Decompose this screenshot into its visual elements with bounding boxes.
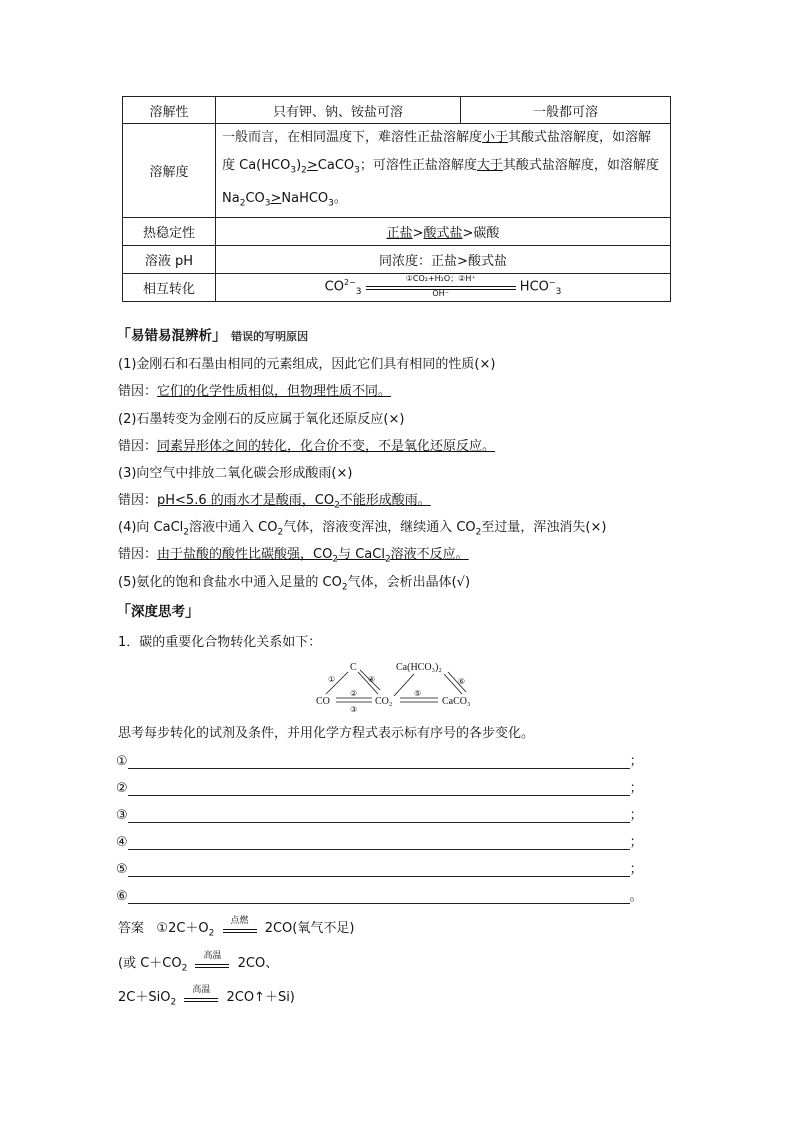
subscript: 2: [181, 963, 188, 974]
cell-text: 一般而言，在相同温度下，难溶性正盐溶解度: [222, 130, 483, 145]
subscript: 2: [208, 928, 215, 939]
answer-blank: [116, 804, 643, 823]
reaction-arrow: [195, 950, 229, 971]
question-text: (5)氨化的饱和食盐水中通入足量的 CO: [118, 575, 342, 590]
arrow-bottom-label: OH⁻: [432, 289, 449, 299]
subscript: 2: [334, 500, 340, 511]
equation-text: ①2C＋O: [156, 921, 209, 936]
underlined-answer: 它们的化学性质相似，但物理性质不同。: [157, 384, 392, 399]
row-label: 热稳定性: [123, 218, 216, 246]
reaction-condition: 高温: [203, 950, 222, 961]
reason-text: 溶液不反应。: [390, 547, 469, 562]
node-co: CO: [316, 696, 330, 707]
blank-line[interactable]: [128, 781, 630, 796]
answer-blank: [116, 831, 643, 850]
table-cell: [216, 274, 671, 302]
mistake-question: [118, 571, 470, 593]
subscript: 3: [555, 287, 562, 298]
subscript: 3: [264, 198, 271, 209]
blank-line[interactable]: [128, 835, 630, 850]
carbon-conversion-diagram: [314, 656, 484, 714]
question-text: 溶液中通入 CO: [189, 520, 278, 535]
subscript: 3: [355, 287, 362, 298]
question-text: 气体，溶液变浑浊，继续通入 CO: [283, 520, 476, 535]
reason-lead: 错因：: [118, 384, 158, 399]
reason-text: pH<5.6 的雨水才是酸雨，CO: [157, 493, 335, 508]
blank-end: ；: [629, 808, 643, 823]
row-label: 相互转化: [123, 274, 216, 302]
question-text: 气体，会析出晶体(√): [347, 575, 471, 590]
table-cell: 一般都可溶: [461, 97, 671, 124]
table-cell: 同浓度：正盐>酸式盐: [216, 246, 671, 274]
blank-line[interactable]: [128, 808, 630, 823]
label-5: ⑤: [414, 689, 422, 698]
blank-number: ①: [116, 754, 128, 769]
reaction-condition: 高温: [192, 984, 211, 995]
cell-text: 其酸式盐溶解度，如溶解度 Ca(HCO: [222, 130, 652, 173]
equation-text: (或 C＋CO: [118, 956, 182, 971]
ion-formula: CO: [324, 279, 344, 295]
underlined-answer: >: [306, 158, 318, 173]
row-label: 溶液 pH: [123, 246, 216, 274]
equilibrium-arrow: [366, 274, 516, 299]
cell-text: 。: [333, 190, 347, 206]
table-row: [123, 274, 671, 302]
table-cell: 只有钾、钠、铵盐可溶: [216, 97, 461, 124]
reaction-condition: 点燃: [230, 915, 249, 926]
blank-number: ⑥: [116, 889, 128, 904]
reason-lead: 错因：: [118, 493, 158, 508]
underlined-answer: >: [270, 190, 282, 206]
blank-number: ④: [116, 835, 128, 850]
node-co2: CO₂: [375, 696, 393, 707]
answer-label: 答案: [118, 921, 145, 936]
prompt-text: 思考每步转化的试剂及条件，并用化学方程式表示标有序号的各步变化。: [118, 726, 535, 741]
subscript: 2: [183, 527, 190, 538]
subscript: 2: [277, 527, 284, 538]
underlined-answer: 酸式盐: [423, 226, 463, 242]
subscript: 2: [384, 554, 391, 565]
blank-end: ；: [629, 754, 643, 769]
blank-end: ；: [629, 862, 643, 877]
cell-text: >碳酸: [462, 226, 500, 242]
equation-text: 2CO、: [237, 956, 279, 971]
subscript: 2: [239, 198, 246, 209]
cell-text: >: [412, 226, 424, 242]
underlined-answer: [157, 547, 469, 565]
row-label: 溶解性: [123, 97, 216, 124]
subscript: 2: [301, 165, 307, 176]
blank-number: ⑤: [116, 862, 128, 877]
row-label: 溶解度: [123, 124, 216, 218]
reason-text: 不能形成酸雨。: [339, 493, 431, 508]
blank-number: ③: [116, 808, 128, 823]
label-4: ④: [368, 675, 376, 684]
superscript: 2−: [343, 278, 356, 288]
mistake-question: (1)金刚石和石墨由相同的元素组成，因此它们具有相同的性质(×): [118, 357, 496, 372]
section-hint: 错误的写明原因: [231, 330, 309, 343]
cell-text: NaHCO: [281, 190, 329, 206]
label-6: ⑥: [458, 677, 466, 686]
cell-text: ): [296, 158, 302, 173]
blank-number: ②: [116, 781, 128, 796]
table-row: [123, 124, 671, 218]
mistake-reason: [118, 435, 495, 454]
question-text: (4)向 CaCl: [118, 520, 184, 535]
arrow-top-label: ①CO₂+H₂O；②H⁺: [405, 274, 476, 284]
underlined-answer: 同素异形体之间的转化，化合价不变，不是氧化还原反应。: [157, 439, 496, 454]
label-2: ②: [350, 689, 358, 698]
section-bracket: 「易错易混辨析」: [116, 326, 228, 344]
node-c: C: [350, 662, 357, 673]
subscript: 2: [341, 582, 348, 593]
underlined-answer: 小于: [482, 130, 509, 145]
label-1: ①: [328, 675, 336, 684]
blank-end: 。: [629, 889, 643, 904]
deep-heading: 「深度思考」: [116, 602, 201, 620]
cell-text: CO: [245, 190, 265, 206]
subscript: 3: [354, 165, 360, 176]
node-caco3: CaCO₃: [442, 696, 471, 707]
blank-end: ；: [629, 781, 643, 796]
node-ca-hco3: Ca(HCO₃)₂: [396, 662, 442, 673]
reason-text: 由于盐酸的酸性比碳酸强，CO: [157, 547, 333, 562]
equation-text: 2CO↑＋Si): [226, 990, 295, 1005]
blank-line[interactable]: [128, 754, 630, 769]
superscript: −: [548, 278, 556, 288]
section-title: 易错易混辨析: [131, 328, 213, 344]
subscript: 3: [290, 165, 297, 176]
answer-blank: [116, 858, 643, 877]
subscript: 3: [328, 198, 334, 209]
question-text: 至过量，浑浊消失(×): [481, 520, 607, 535]
equation-text: 2C＋SiO: [118, 990, 171, 1005]
table-row: [123, 246, 671, 274]
underlined-answer: 正盐: [386, 226, 413, 242]
answer-blank: [116, 777, 643, 796]
reaction-arrow: [223, 915, 257, 936]
underlined-answer: [157, 493, 431, 511]
mistakes-heading: [116, 324, 308, 345]
table-row: [123, 218, 671, 246]
table-row: [123, 97, 671, 124]
mistake-reason: [118, 489, 431, 511]
mistake-question: (2)石墨转变为金刚石的反应属于氧化还原反应(×): [118, 412, 405, 427]
answer-blank: [116, 750, 643, 769]
properties-table: [122, 96, 671, 302]
table-cell: [216, 218, 671, 246]
section-title: 深度思考: [131, 604, 186, 620]
mistake-question: (3)向空气中排放二氧化碳会形成酸雨(×): [118, 466, 353, 481]
mistake-question: [118, 516, 606, 538]
question-text: 1．碳的重要化合物转化关系如下：: [118, 635, 322, 650]
table-cell: [216, 124, 671, 218]
answer-line-2: [118, 952, 278, 974]
blank-line[interactable]: [128, 889, 630, 904]
reason-lead: 错因：: [118, 439, 158, 454]
answer-blank: [116, 885, 643, 904]
mistake-reason: [118, 380, 391, 399]
underlined-answer: 大于: [476, 158, 503, 173]
answer-line-3: [118, 986, 295, 1008]
cell-text: ；可溶性正盐溶解度: [359, 158, 477, 173]
reason-text: 与 CaCl: [338, 547, 385, 562]
cell-text: 其酸式盐溶解度，如溶解度 Na: [222, 158, 659, 206]
label-3: ③: [350, 705, 358, 714]
answer-line-1: [118, 917, 354, 939]
cell-text: CaCO: [317, 158, 355, 173]
equation-text: 2CO(氧气不足): [264, 921, 355, 936]
mistake-reason: [118, 543, 469, 565]
ion-formula: HCO: [519, 279, 549, 295]
subscript: 2: [475, 527, 482, 538]
reason-lead: 错因：: [118, 547, 158, 562]
subscript: 2: [170, 997, 177, 1008]
blank-line[interactable]: [128, 862, 630, 877]
subscript: 2: [332, 554, 339, 565]
reaction-arrow: [184, 984, 218, 1005]
blank-end: ；: [629, 835, 643, 850]
